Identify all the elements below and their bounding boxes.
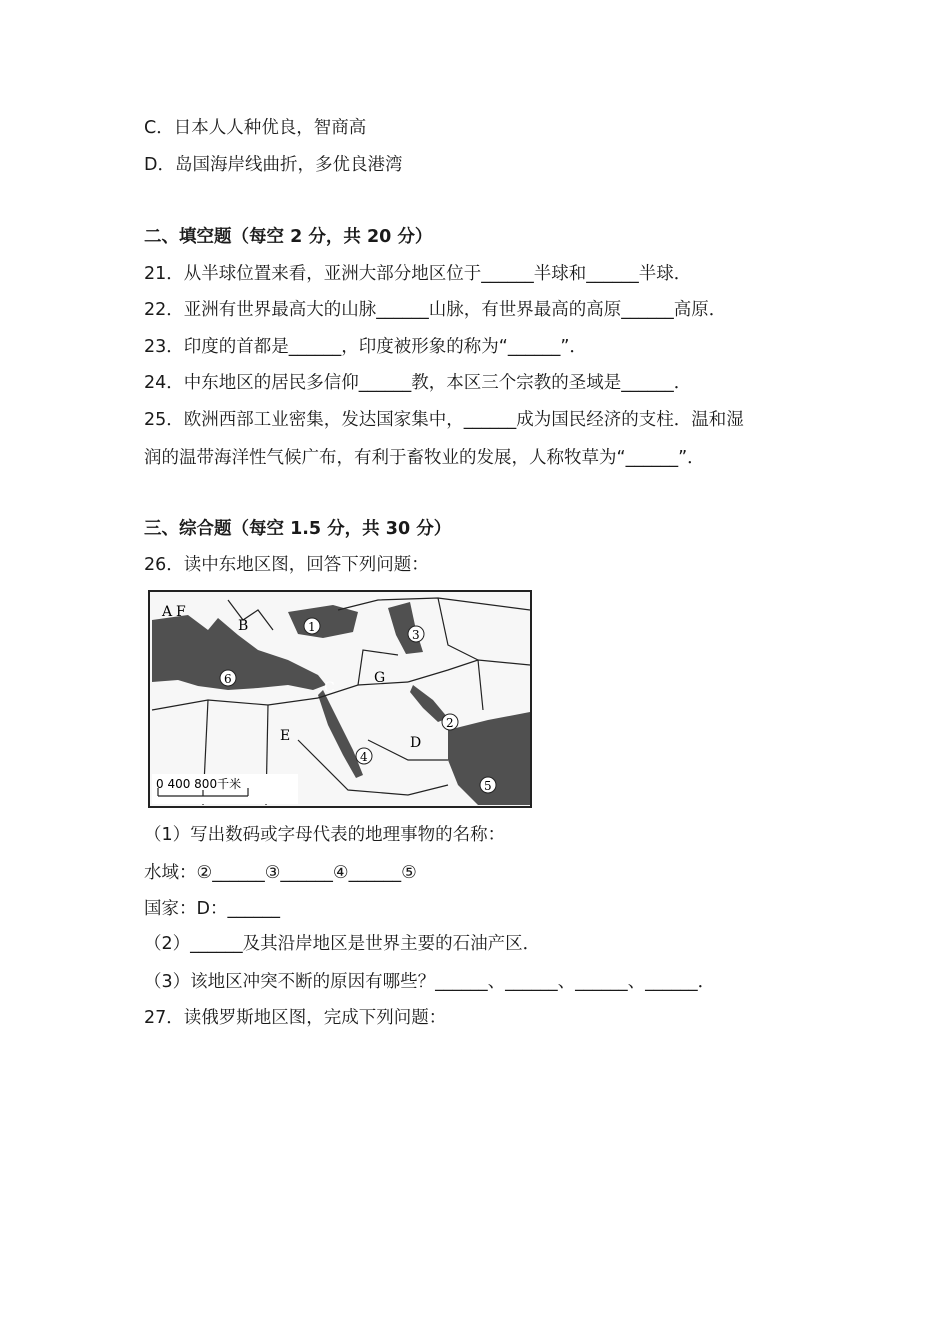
question-25-line1: 25．欧洲西部工业密集，发达国家集中，______成为国民经济的支柱．温和湿 xyxy=(144,410,744,430)
label-2: 2 xyxy=(446,716,454,730)
question-23: 23．印度的首都是______，印度被形象的称为“______”． xyxy=(144,337,587,357)
question-27: 27．读俄罗斯地区图，完成下列问题： xyxy=(144,1008,447,1028)
question-21: 21．从半球位置来看，亚洲大部分地区位于______半球和______半球． xyxy=(144,264,692,284)
question-24: 24．中东地区的居民多信仰______教，本区三个宗教的圣域是______． xyxy=(144,373,692,393)
question-26-part2: （2）______及其沿岸地区是世界主要的石油产区． xyxy=(144,934,541,954)
section2-heading: 二、填空题（每空 2 分，共 20 分） xyxy=(144,227,433,247)
label-g: G xyxy=(374,670,386,686)
label-3: 3 xyxy=(412,628,420,642)
label-f: F xyxy=(176,604,186,620)
label-d: D xyxy=(410,735,422,751)
question-26-part3: （3）该地区冲突不断的原因有哪些？______、______、______、______． xyxy=(144,972,716,992)
scale-bar-label: 0 400 800千米 xyxy=(156,777,242,791)
label-4: 4 xyxy=(360,750,368,764)
label-e: E xyxy=(280,728,291,744)
label-c: C xyxy=(324,680,335,696)
question-26-waters: 水域：②______③______④______⑤ xyxy=(144,863,417,883)
section3-heading: 三、综合题（每空 1.5 分，共 30 分） xyxy=(144,519,452,539)
label-b: B xyxy=(238,618,249,634)
question-26-country: 国家：D：______ xyxy=(144,899,280,919)
label-a: A xyxy=(162,604,173,620)
option-d: D．岛国海岸线曲折，多优良港湾 xyxy=(144,155,403,175)
label-1: 1 xyxy=(308,620,316,634)
question-25-line2: 润的温带海洋性气候广布，有利于畜牧业的发展，人称牧草为“______”． xyxy=(144,448,705,468)
question-26-part1: （1）写出数码或字母代表的地理事物的名称： xyxy=(144,825,506,845)
label-5: 5 xyxy=(484,779,492,793)
option-c: C．日本人人种优良，智商高 xyxy=(144,118,367,138)
question-22: 22．亚洲有世界最高大的山脉______山脉，有世界最高的高原______高原． xyxy=(144,300,727,320)
label-6: 6 xyxy=(224,672,232,686)
question-26: 26．读中东地区图，回答下列问题： xyxy=(144,555,429,575)
middle-east-map xyxy=(148,590,532,808)
